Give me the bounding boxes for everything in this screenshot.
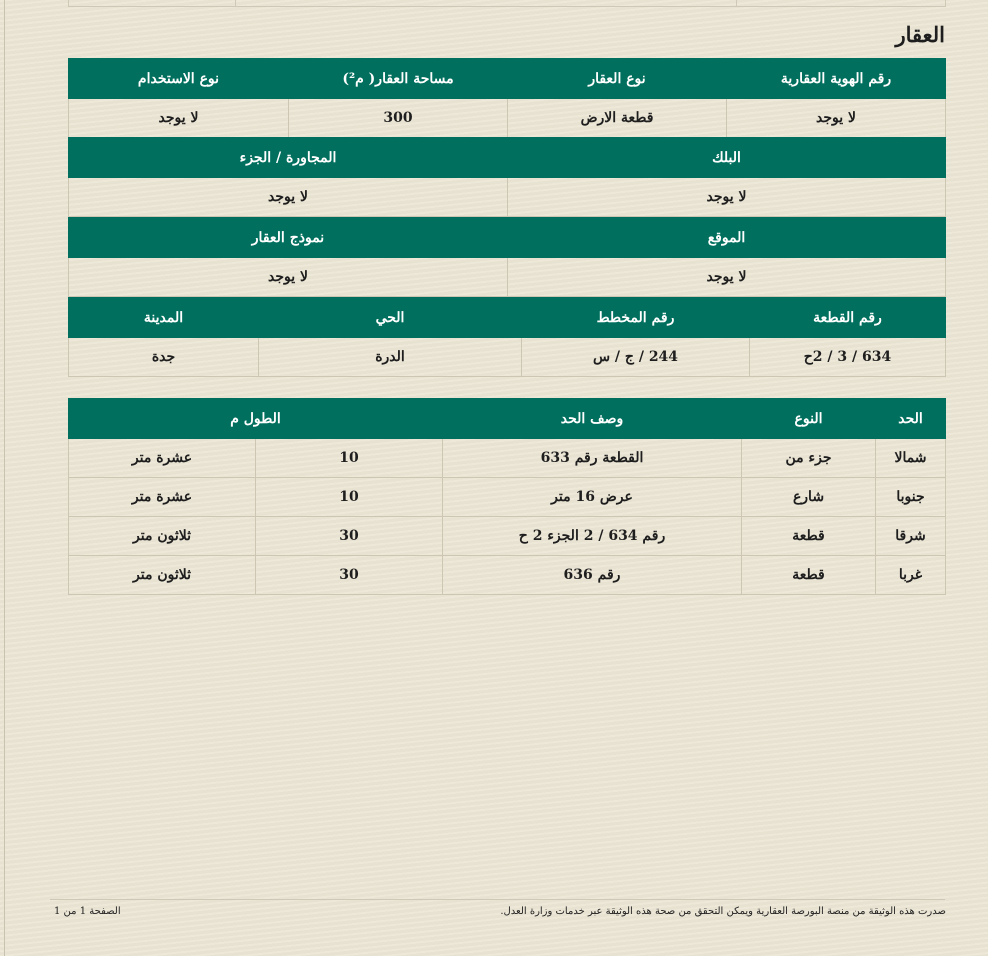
value-city: جدة xyxy=(69,338,259,377)
cell-type: جزء من xyxy=(742,439,876,478)
header-length: الطول م xyxy=(69,399,443,439)
cell-description: عرض 16 متر xyxy=(443,478,742,517)
header-plot-number: رقم القطعة xyxy=(750,298,946,338)
cell-type: قطعة xyxy=(742,556,876,595)
header-scheme-number: رقم المخطط xyxy=(522,298,750,338)
cell-description: القطعة رقم 633 xyxy=(443,439,742,478)
cell-boundary: شمالا xyxy=(876,439,946,478)
header-city: المدينة xyxy=(69,298,259,338)
footer-verification-note: صدرت هذه الوثيقة من منصة البورصة العقارية ويمكن التحقق من صحة هذه الوثيقة عبر خدمات وزارة العدل. xyxy=(500,906,946,917)
section-title: العقار xyxy=(895,22,945,47)
header-boundary: الحد xyxy=(876,399,946,439)
block-info-table xyxy=(68,137,946,217)
cell-type: قطعة xyxy=(742,517,876,556)
table-row xyxy=(69,99,946,138)
cell-length-number: 10 xyxy=(256,439,443,478)
value-plot-number: 634 / 3 / 2ح xyxy=(750,338,946,377)
property-info-table xyxy=(68,58,946,138)
table-row xyxy=(69,178,946,217)
header-usage-type: نوع الاستخدام xyxy=(69,59,289,99)
table-header-row xyxy=(69,218,946,258)
value-district: الدرة xyxy=(259,338,522,377)
previous-table-bottom xyxy=(68,0,946,7)
cell-length-number: 10 xyxy=(256,478,443,517)
header-property-area: مساحة العقار( م²) xyxy=(289,59,508,99)
cell-length-words: ثلاثون متر xyxy=(69,517,256,556)
footer-divider xyxy=(50,899,945,900)
table-header-row xyxy=(69,138,946,178)
table-header-row xyxy=(69,399,946,439)
table-header-row xyxy=(69,298,946,338)
value-neighborhood-part: لا يوجد xyxy=(69,178,508,217)
cell-boundary: شرقا xyxy=(876,517,946,556)
value-usage-type: لا يوجد xyxy=(69,99,289,138)
header-block: البلك xyxy=(508,138,946,178)
cell-length-number: 30 xyxy=(256,556,443,595)
cell-description: رقم 634 / 2 الجزء 2 ح xyxy=(443,517,742,556)
value-property-model: لا يوجد xyxy=(69,258,508,297)
page-edge xyxy=(4,0,5,956)
page-number: الصفحة 1 من 1 xyxy=(54,906,121,917)
header-type: النوع xyxy=(742,399,876,439)
cell-boundary: غربا xyxy=(876,556,946,595)
table-row xyxy=(69,439,946,478)
header-neighborhood-part: المجاورة / الجزء xyxy=(69,138,508,178)
header-property-type: نوع العقار xyxy=(508,59,727,99)
value-block: لا يوجد xyxy=(508,178,946,217)
value-location: لا يوجد xyxy=(508,258,946,297)
boundaries-table xyxy=(68,398,946,595)
table-header-row xyxy=(69,59,946,99)
location-info-table xyxy=(68,217,946,297)
cell-length-words: عشرة متر xyxy=(69,478,256,517)
value-property-id: لا يوجد xyxy=(727,99,946,138)
cell-length-number: 30 xyxy=(256,517,443,556)
table-row xyxy=(69,478,946,517)
value-scheme-number: 244 / ج / س xyxy=(522,338,750,377)
value-property-type: قطعة الارض xyxy=(508,99,727,138)
table-row xyxy=(69,258,946,297)
cell-length-words: ثلاثون متر xyxy=(69,556,256,595)
table-row xyxy=(69,517,946,556)
cell-type: شارع xyxy=(742,478,876,517)
cell-length-words: عشرة متر xyxy=(69,439,256,478)
header-property-id: رقم الهوية العقارية xyxy=(727,59,946,99)
cell-description: رقم 636 xyxy=(443,556,742,595)
header-location: الموقع xyxy=(508,218,946,258)
cell-boundary: جنوبا xyxy=(876,478,946,517)
plot-info-table xyxy=(68,297,946,377)
header-boundary-description: وصف الحد xyxy=(443,399,742,439)
value-property-area: 300 xyxy=(289,99,508,138)
header-property-model: نموذج العقار xyxy=(69,218,508,258)
table-row xyxy=(69,338,946,377)
header-district: الحي xyxy=(259,298,522,338)
table-row xyxy=(69,556,946,595)
